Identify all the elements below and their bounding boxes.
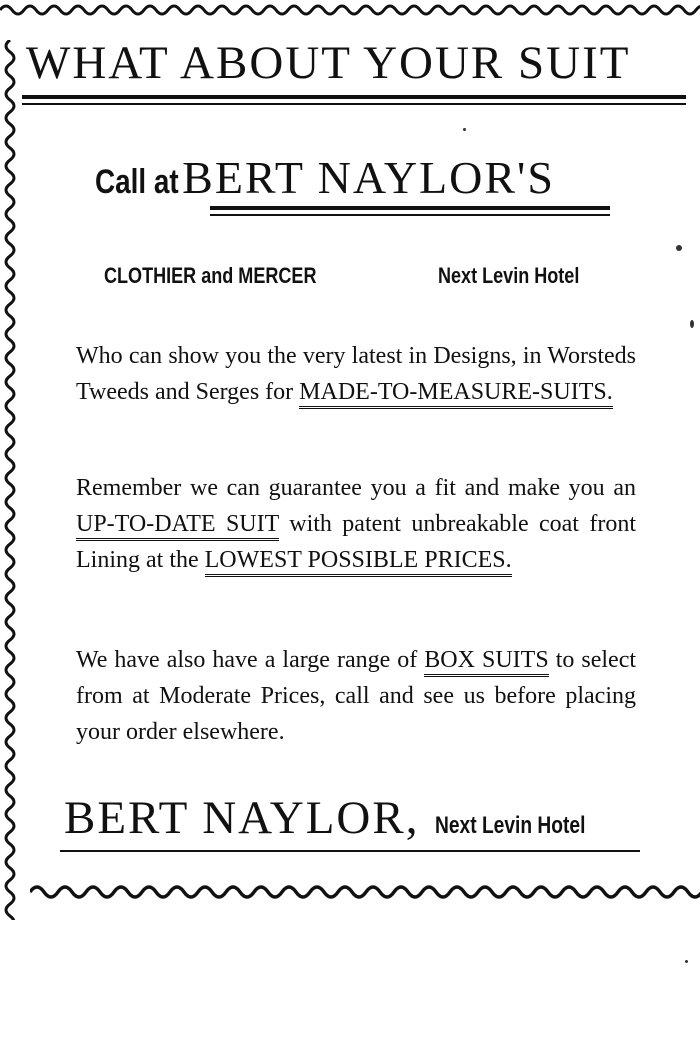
- paragraph-box-suits: [76, 642, 636, 750]
- wavy-border-top: [0, 0, 700, 22]
- box-suits-highlight: BOX SUITS: [424, 647, 548, 677]
- wavy-border-bottom: [30, 880, 700, 906]
- wavy-border-left: [0, 40, 20, 920]
- print-speck: [463, 128, 466, 131]
- footer-location: Next Levin Hotel: [434, 812, 585, 839]
- paragraph-designs-text: Who can show you the very latest in Designs, in Worsteds Tweeds and Serges for: [76, 343, 636, 405]
- footer-line: [64, 792, 623, 844]
- paragraph-guarantee: [76, 470, 636, 578]
- call-at-line: [95, 152, 555, 203]
- paragraph-box-suits-text-a: We have also have a large range of: [76, 647, 418, 673]
- paragraph-designs: [76, 338, 636, 410]
- advert-heading: WHAT ABOUT YOUR SUIT: [26, 37, 631, 89]
- up-to-date-highlight: UP-TO-DATE SUIT: [76, 511, 279, 541]
- footer-rule: [60, 850, 640, 852]
- heading-rule-thick: [22, 95, 686, 99]
- shop-name: BERT NAYLOR'S: [182, 152, 555, 203]
- heading-rule-thin: [22, 103, 686, 105]
- print-speck: [685, 960, 688, 963]
- shop-rule-thick: [210, 206, 610, 210]
- made-to-measure-highlight: MADE-TO-MEASURE-SUITS.: [299, 379, 613, 409]
- footer-name: BERT NAYLOR,: [64, 792, 420, 844]
- print-speck: [690, 320, 694, 328]
- print-speck: [676, 245, 682, 251]
- paragraph-guarantee-text-b: with patent unbreakable coat front Lining at the: [76, 511, 636, 573]
- trade-label: CLOTHIER and MERCER: [104, 263, 317, 288]
- paragraph-guarantee-text-a: Remember we can guarantee you a fit and make you an: [76, 475, 636, 501]
- location-label: Next Levin Hotel: [438, 263, 580, 288]
- shop-rule-thin: [210, 214, 610, 216]
- paragraph-box-suits-text-b: to select from at Moderate Prices, call and see us before placing your order elsewhere.: [76, 647, 637, 745]
- call-at-label: Call at: [95, 163, 179, 201]
- lowest-prices-highlight: LOWEST POSSIBLE PRICES.: [205, 547, 512, 577]
